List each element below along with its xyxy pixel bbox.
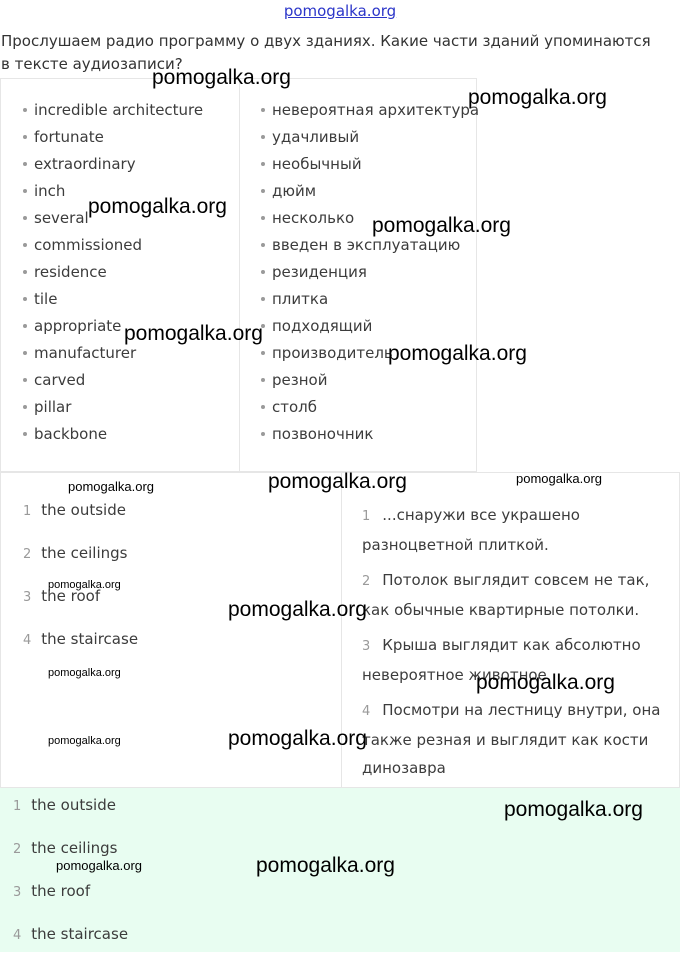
list-item: 3 Крыша выглядит как абсолютно невероятное животное bbox=[362, 636, 641, 684]
bullet-icon bbox=[261, 216, 265, 220]
bullet-icon bbox=[23, 405, 27, 409]
vocab-item: backbone bbox=[23, 421, 203, 448]
bullet-icon bbox=[23, 351, 27, 355]
bullet-icon bbox=[23, 108, 27, 112]
vocab-russian-list bbox=[261, 97, 479, 448]
vocab-item: carved bbox=[23, 367, 203, 394]
watermark: pomogalka.org bbox=[48, 667, 121, 679]
vocab-item: резной bbox=[261, 367, 479, 394]
watermark: pomogalka.org bbox=[476, 671, 615, 694]
bullet-icon bbox=[23, 216, 27, 220]
vocab-item: extraordinary bbox=[23, 151, 203, 178]
bullet-icon bbox=[261, 351, 265, 355]
list-item: 2 Потолок выглядит совсем не так, как обычные квартирные потолки. bbox=[362, 571, 650, 619]
vocab-item: резиденция bbox=[261, 259, 479, 286]
bullet-icon bbox=[261, 162, 265, 166]
bullet-icon bbox=[23, 297, 27, 301]
bullet-icon bbox=[23, 135, 27, 139]
watermark: pomogalka.org bbox=[228, 727, 367, 750]
bullet-icon bbox=[23, 378, 27, 382]
list-item: 4 the staircase bbox=[23, 630, 139, 648]
vocab-item: several bbox=[23, 205, 203, 232]
column-divider bbox=[341, 473, 342, 787]
bullet-icon bbox=[261, 324, 265, 328]
bullet-icon bbox=[261, 108, 265, 112]
watermark: pomogalka.org bbox=[468, 86, 607, 109]
vocab-item: невероятная архитектура bbox=[261, 97, 479, 124]
bullet-icon bbox=[261, 270, 265, 274]
watermark: pomogalka.org bbox=[504, 798, 643, 821]
watermark: pomogalka.org bbox=[48, 735, 121, 747]
bullet-icon bbox=[23, 243, 27, 247]
watermark: pomogalka.org bbox=[48, 579, 121, 591]
bullet-icon bbox=[261, 432, 265, 436]
question-text: Прослушаем радио программу о двух зданиях. Какие части зданий упоминаются в тексте аудиозаписи? bbox=[1, 32, 651, 73]
vocab-item: pillar bbox=[23, 394, 203, 421]
vocab-item: производитель bbox=[261, 340, 479, 367]
vocab-item: удачливый bbox=[261, 124, 479, 151]
vocab-item: manufacturer bbox=[23, 340, 203, 367]
list-item: 4 the staircase bbox=[13, 925, 129, 943]
column-divider bbox=[239, 79, 240, 471]
vocab-item: введен в эксплуатацию bbox=[261, 232, 479, 259]
list-item: 1 the outside bbox=[23, 501, 126, 519]
watermark: pomogalka.org bbox=[256, 854, 395, 877]
vocab-item: дюйм bbox=[261, 178, 479, 205]
watermark: pomogalka.org bbox=[56, 858, 142, 873]
watermark: pomogalka.org bbox=[268, 470, 407, 493]
list-item: 1 ...снаружи все украшено разноцветной плиткой. bbox=[362, 506, 580, 554]
watermark: pomogalka.org bbox=[124, 322, 263, 345]
vocab-item: столб bbox=[261, 394, 479, 421]
list-item: 3 the roof bbox=[23, 587, 101, 605]
list-item: 2 the ceilings bbox=[23, 544, 128, 562]
watermark: pomogalka.org bbox=[516, 471, 602, 486]
vocab-item: tile bbox=[23, 286, 203, 313]
bullet-icon bbox=[261, 135, 265, 139]
matching-exercise bbox=[0, 472, 680, 788]
vocab-item: плитка bbox=[261, 286, 479, 313]
bullet-icon bbox=[261, 378, 265, 382]
vocab-item: необычный bbox=[261, 151, 479, 178]
vocab-item: позвоночник bbox=[261, 421, 479, 448]
bullet-icon bbox=[23, 162, 27, 166]
watermark: pomogalka.org bbox=[152, 66, 291, 89]
list-item: 4 Посмотри на лестницу внутри, она также резная и выглядит как кости динозавра bbox=[362, 701, 661, 777]
bullet-icon bbox=[23, 324, 27, 328]
bullet-icon bbox=[23, 270, 27, 274]
vocab-item: incredible architecture bbox=[23, 97, 203, 124]
watermark: pomogalka.org bbox=[372, 214, 511, 237]
vocab-item: fortunate bbox=[23, 124, 203, 151]
list-item: 2 the ceilings bbox=[13, 839, 118, 857]
answer-list bbox=[13, 796, 128, 968]
vocab-item: подходящий bbox=[261, 313, 479, 340]
vocab-item: inch bbox=[23, 178, 203, 205]
bullet-icon bbox=[23, 189, 27, 193]
bullet-icon bbox=[261, 243, 265, 247]
site-link[interactable]: pomogalka.org bbox=[283, 2, 397, 20]
list-item: 3 the roof bbox=[13, 882, 91, 900]
list-item: 1 the outside bbox=[13, 796, 116, 814]
bullet-icon bbox=[261, 189, 265, 193]
vocab-english-list bbox=[23, 97, 203, 448]
bullet-icon bbox=[261, 405, 265, 409]
vocab-item: commissioned bbox=[23, 232, 203, 259]
descriptions-list bbox=[362, 501, 672, 789]
bullet-icon bbox=[23, 432, 27, 436]
building-parts-list bbox=[23, 501, 138, 673]
watermark: pomogalka.org bbox=[228, 598, 367, 621]
vocab-item: appropriate bbox=[23, 313, 203, 340]
answer-panel bbox=[0, 788, 680, 952]
bullet-icon bbox=[261, 297, 265, 301]
vocab-item: residence bbox=[23, 259, 203, 286]
vocab-item: несколько bbox=[261, 205, 479, 232]
vocabulary-table bbox=[0, 78, 480, 472]
watermark: pomogalka.org bbox=[68, 479, 154, 494]
watermark: pomogalka.org bbox=[388, 342, 527, 365]
watermark: pomogalka.org bbox=[88, 195, 227, 218]
